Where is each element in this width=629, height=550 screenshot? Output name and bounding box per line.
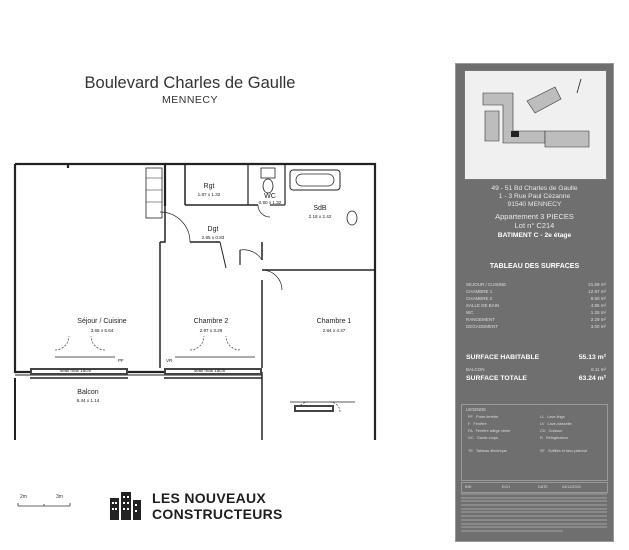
surface-row: WC 1.25 m² <box>466 310 606 315</box>
room-chambre2-dims: 2.97 x 3.29 <box>199 328 223 333</box>
surface-row: CHAMBRE 2 9.50 m² <box>466 296 606 301</box>
room-rgt-name: Rgt <box>203 183 215 190</box>
legend-item: LL Lave-linge <box>540 415 565 419</box>
surface-row: DEGAGEMENT 3.00 m² <box>466 324 606 329</box>
surface-row: RANGEMENT 2.29 m² <box>466 317 606 322</box>
room-dgt-name: Dgt <box>207 226 219 233</box>
legend-item: TE Tableau électrique <box>468 449 507 453</box>
legend-item: PF Porte-fenêtre <box>468 415 499 419</box>
room-chambre1-name: Chambre 1 <box>316 318 352 325</box>
legend-item: GC Garde-corps <box>468 436 498 440</box>
surface-table-title: TABLEAU DES SURFACES <box>489 263 580 270</box>
meta-ind: IND <box>465 485 472 489</box>
site-plan-map <box>464 70 607 180</box>
legend-item: SF Soffites et faux-plafond <box>540 449 587 453</box>
room-balcon-name: Balcon <box>77 389 99 396</box>
brand-name-line2: CONSTRUCTEURS <box>152 506 283 522</box>
legend-box <box>461 404 608 481</box>
surface-row: SEJOUR / CUISINE 21.59 m² <box>466 282 606 287</box>
legend-title: LEGENDE <box>466 407 487 412</box>
lot-number: Lot n° C214 <box>514 221 555 230</box>
brand-name-line1: LES NOUVEAUX <box>152 490 267 506</box>
address-line-1: 49 - 51 Bd Charles de Gaulle <box>491 185 578 192</box>
room-balcon-dims: 6.44 x 1.14 <box>76 398 100 403</box>
scale-label-right: 3m <box>56 494 63 500</box>
legend-item: CU Cuisson <box>540 429 563 433</box>
address-line-2: 1 - 3 Rue Paul Cézanne <box>498 193 571 200</box>
legend-item: LV Lave-vaisselle <box>540 422 572 426</box>
room-sdb-name: SdB <box>313 205 327 212</box>
address-line-3: 91540 MENNECY <box>507 201 562 208</box>
room-sejour-dims: 3.65 x 5.64 <box>90 328 114 333</box>
surface-totale-row: SURFACE TOTALE 63.24 m² <box>466 375 606 382</box>
project-title: Boulevard Charles de Gaulle <box>84 74 296 92</box>
floor-plan <box>0 150 420 440</box>
room-wc-name: WC <box>264 193 276 200</box>
mark-vr: VR <box>166 358 173 363</box>
room-chambre2-name: Chambre 2 <box>193 318 229 325</box>
info-panel <box>455 63 614 542</box>
legend-item: F Fenêtre <box>468 422 487 426</box>
legend-item: R Réfrigérateur <box>540 436 569 440</box>
document-meta <box>461 482 608 493</box>
brand-logo-icon <box>108 488 148 524</box>
room-sejour-name: Séjour / Cuisine <box>77 318 127 325</box>
room-wc-dims: 0.80 x 1.32 <box>258 200 282 205</box>
room-rgt-dims: 1.87 x 1.32 <box>197 192 221 197</box>
scale-label-left: 2m <box>20 494 27 500</box>
mark-seuil-2: seuil max 15cm <box>194 368 226 373</box>
meta-date-label: DATE <box>538 485 548 489</box>
surface-habitable-row: SURFACE HABITABLE 55.13 m² <box>466 354 606 361</box>
meta-ech: ECH <box>502 485 511 489</box>
mark-seuil-1: seuil max 15cm <box>60 368 92 373</box>
building-floor: BATIMENT C - 2e étage <box>497 232 572 239</box>
surface-row: CHAMBRE 1 12.87 m² <box>466 289 606 294</box>
room-sdb-dims: 2.18 x 2.42 <box>308 214 332 219</box>
surface-row: SALLE DE BAIN 4.85 m² <box>466 303 606 308</box>
meta-date: 04/11/2020 <box>562 485 581 489</box>
apartment-type: Appartement 3 PIECES <box>495 212 574 221</box>
legend-item: FA Fenêtre allège vitrée <box>468 429 511 433</box>
scale-bar <box>16 494 72 510</box>
mark-pf: PF <box>118 358 124 363</box>
room-chambre1-dims: 2.84 x 4.47 <box>322 328 346 333</box>
balcon-row: BALCON 8.11 m² <box>466 367 606 372</box>
project-city: MENNECY <box>161 94 218 106</box>
room-dgt-dims: 2.85 x 0.83 <box>201 235 225 240</box>
disclaimer-fine-print <box>461 493 607 537</box>
